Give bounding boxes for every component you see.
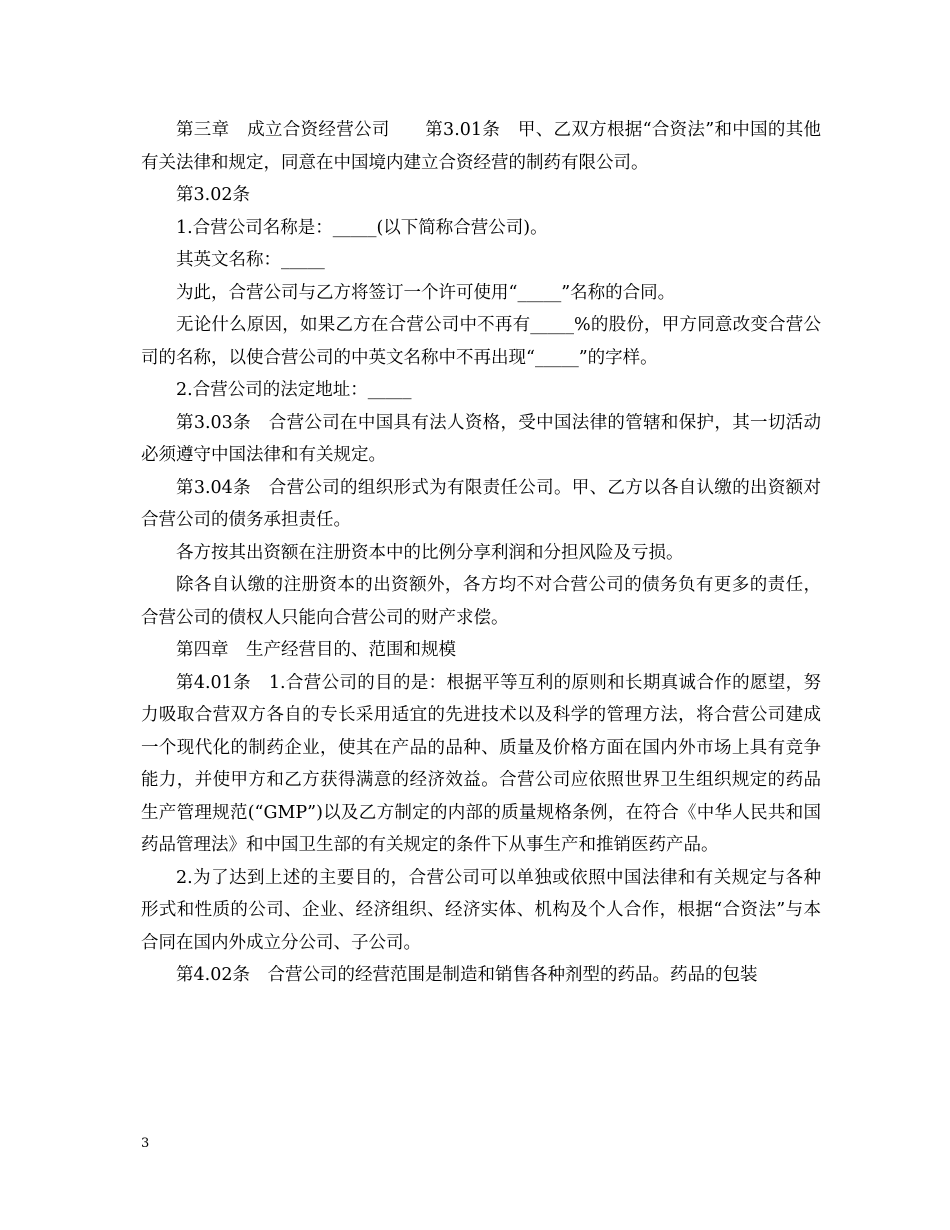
paragraph-chapter-3-article-3-01: 第三章 成立合资经营公司 第3.01条 甲、乙双方根据“合资法”和中国的其他有关法律和规定，同意在中国境内建立合资经营的制药有限公司。 (141, 120, 821, 173)
paragraph-name-change: 无论什么原因，如果乙方在合营公司中不再有_____%的股份，甲方同意改变合营公司的名称，以使合营公司的中英文名称中不再出现“_____”的字样。 (141, 315, 821, 368)
paragraph-chapter-4-heading: 第四章 生产经营目的、范围和规模 (176, 640, 456, 660)
paragraph-license-contract: 为此，合营公司与乙方将签订一个许可使用“_____”名称的合同。 (176, 282, 676, 303)
page-number: 3 (141, 1136, 150, 1151)
paragraph-liability-limit: 除各自认缴的注册资本的出资额外，各方均不对合营公司的债务负有更多的责任，合营公司的债权人只能向合营公司的财产求偿。 (141, 575, 821, 628)
paragraph-company-name: 1.合营公司名称是：_____(以下简称合营公司)。 (176, 217, 548, 238)
document-body (141, 114, 821, 992)
paragraph-article-4-01-item-2: 2.为了达到上述的主要目的，合营公司可以单独或依照中国法律和有关规定与各种形式和性质的公司、企业、经济组织、经济实体、机构及个人合作，根据“合资法”与本合同在国内外成立分公司、子公司。 (141, 867, 821, 953)
paragraph-profit-sharing: 各方按其出资额在注册资本中的比例分享利润和分担风险及亏损。 (176, 542, 684, 563)
paragraph-article-3-04: 第3.04条 合营公司的组织形式为有限责任公司。甲、乙方以各自认缴的出资额对合营公司的债务承担责任。 (141, 477, 821, 530)
paragraph-legal-address: 2.合营公司的法定地址：_____ (176, 380, 412, 400)
paragraph-article-4-01: 第4.01条 1.合营公司的目的是：根据平等互利的原则和长期真诚合作的愿望，努力吸取合营双方各自的专长采用适宜的先进技术以及科学的管理方法，将合营公司建成一个现代化的制药企业，使其在产品的品种、质量及价格方面在国内外市场上具有竞争能力，并使甲方和乙方获得满意的经济效益。合营公司应依照世界卫生组织规定的药品生产管理规范(“GMP”)以及乙方制定的内部的质量规格条例，在符合《中华人民共和国药品管理法》和中国卫生部的有关规定的条件下从事生产和推销医药产品。 (141, 672, 821, 855)
paragraph-english-name: 其英文名称：_____ (176, 250, 325, 270)
paragraph-article-3-03: 第3.03条 合营公司在中国具有法人资格，受中国法律的管辖和保护，其一切活动必须遵守中国法律和有关规定。 (141, 412, 821, 465)
paragraph-article-3-02: 第3.02条 (176, 185, 250, 205)
paragraph-article-4-02: 第4.02条 合营公司的经营范围是制造和销售各种剂型的药品。药品的包装 (176, 965, 758, 985)
